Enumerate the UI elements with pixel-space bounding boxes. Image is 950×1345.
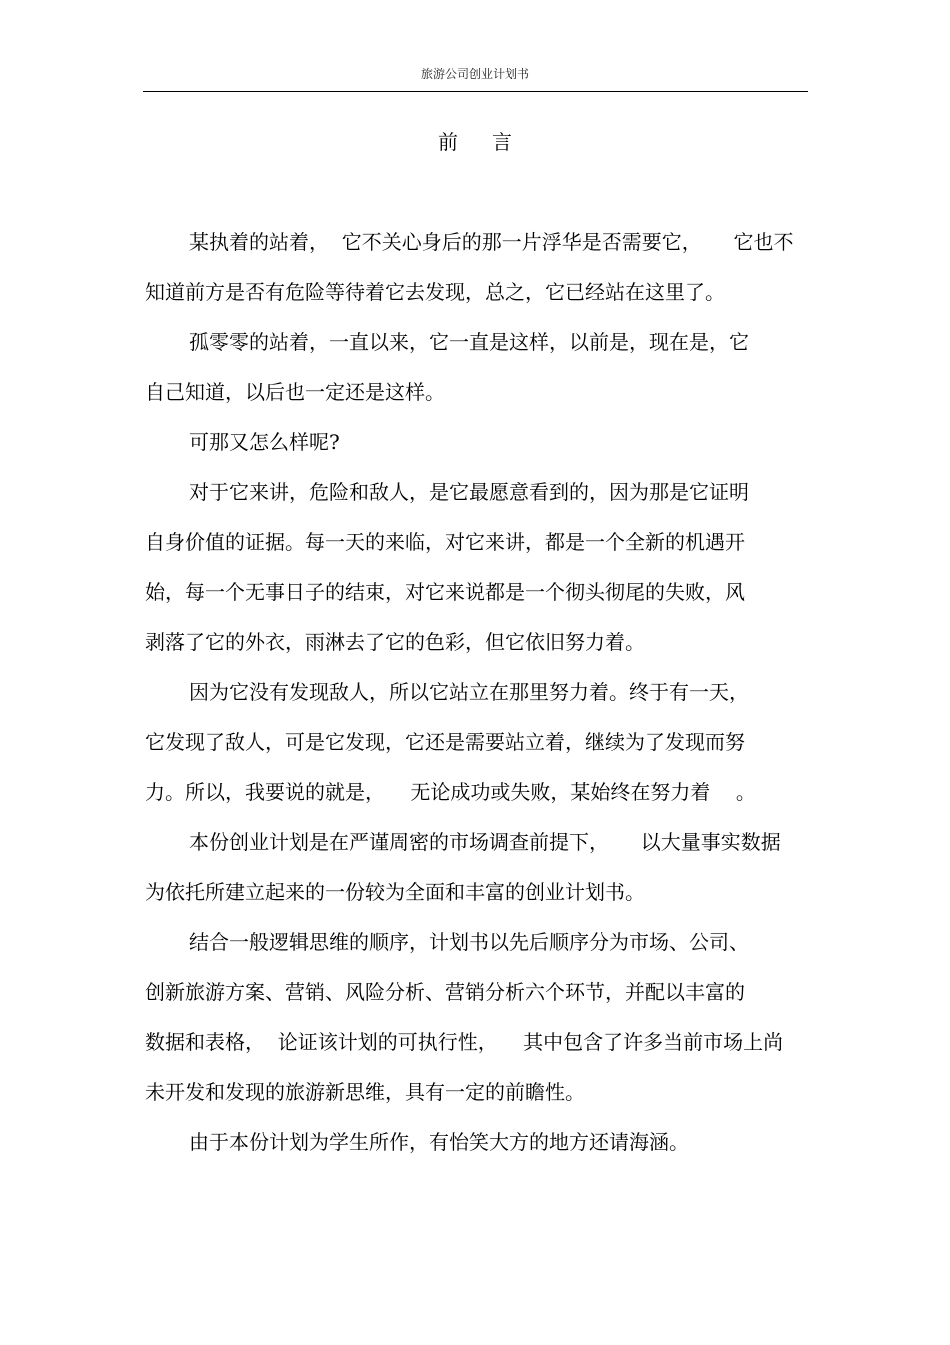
header-rule xyxy=(143,91,808,92)
paragraph-line: 结合一般逻辑思维的顺序，计划书以先后顺序分为市场、公司、 xyxy=(189,930,749,954)
paragraph-line: 知道前方是否有危险等待着它去发现，总之，它已经站在这里了。 xyxy=(145,280,725,304)
paragraph xyxy=(145,222,810,322)
paragraph-line: 为依托所建立起来的一份较为全面和丰富的创业计划书。 xyxy=(145,880,645,904)
paragraph xyxy=(145,672,810,822)
paragraph-line: 剥落了它的外衣，雨淋去了它的色彩，但它依旧努力着。 xyxy=(145,630,645,654)
paragraph-line: 对于它来讲，危险和敌人，是它最愿意看到的，因为那是它证明 xyxy=(189,480,749,504)
paragraph-line: 数据和表格， 论证该计划的可执行性， 其中包含了许多当前市场上尚 xyxy=(145,1030,784,1054)
paragraph-line: 孤零零的站着，一直以来，它一直是这样，以前是，现在是，它 xyxy=(189,330,749,354)
paragraph-line: 创新旅游方案、营销、风险分析、营销分析六个环节，并配以丰富的 xyxy=(145,980,745,1004)
paragraph xyxy=(145,822,810,922)
paragraph-line: 某执着的站着， 它不关心身后的那一片浮华是否需要它， 它也不 xyxy=(189,230,794,254)
paragraph-line: 自己知道，以后也一定还是这样。 xyxy=(145,380,445,404)
paragraph-line: 因为它没有发现敌人，所以它站立在那里努力着。终于有一天， xyxy=(189,680,749,704)
paragraph xyxy=(145,1122,810,1172)
paragraph-line: 始，每一个无事日子的结束，对它来说都是一个彻头彻尾的失败，风 xyxy=(145,580,745,604)
paragraph-line: 它发现了敌人，可是它发现，它还是需要站立着，继续为了发现而努 xyxy=(145,730,745,754)
paragraph-line: 可那又怎么样呢? xyxy=(189,430,340,454)
paragraph xyxy=(145,422,810,472)
running-header: 旅游公司创业计划书 xyxy=(420,67,529,81)
document-body xyxy=(145,222,810,1172)
paragraph-line: 力。所以，我要说的就是， 无论成功或失败，某始终在努力着 。 xyxy=(145,780,756,804)
document-title: 前言 xyxy=(438,130,546,154)
paragraph-line: 未开发和发现的旅游新思维，具有一定的前瞻性。 xyxy=(145,1080,585,1104)
paragraph-line: 本份创业计划是在严谨周密的市场调查前提下， 以大量事实数据 xyxy=(189,830,781,854)
paragraph-line: 自身价值的证据。每一天的来临，对它来讲，都是一个全新的机遇开 xyxy=(145,530,745,554)
paragraph xyxy=(145,322,810,422)
paragraph xyxy=(145,922,810,1122)
paragraph-line: 由于本份计划为学生所作，有怡笑大方的地方还请海涵。 xyxy=(189,1130,689,1154)
paragraph xyxy=(145,472,810,672)
